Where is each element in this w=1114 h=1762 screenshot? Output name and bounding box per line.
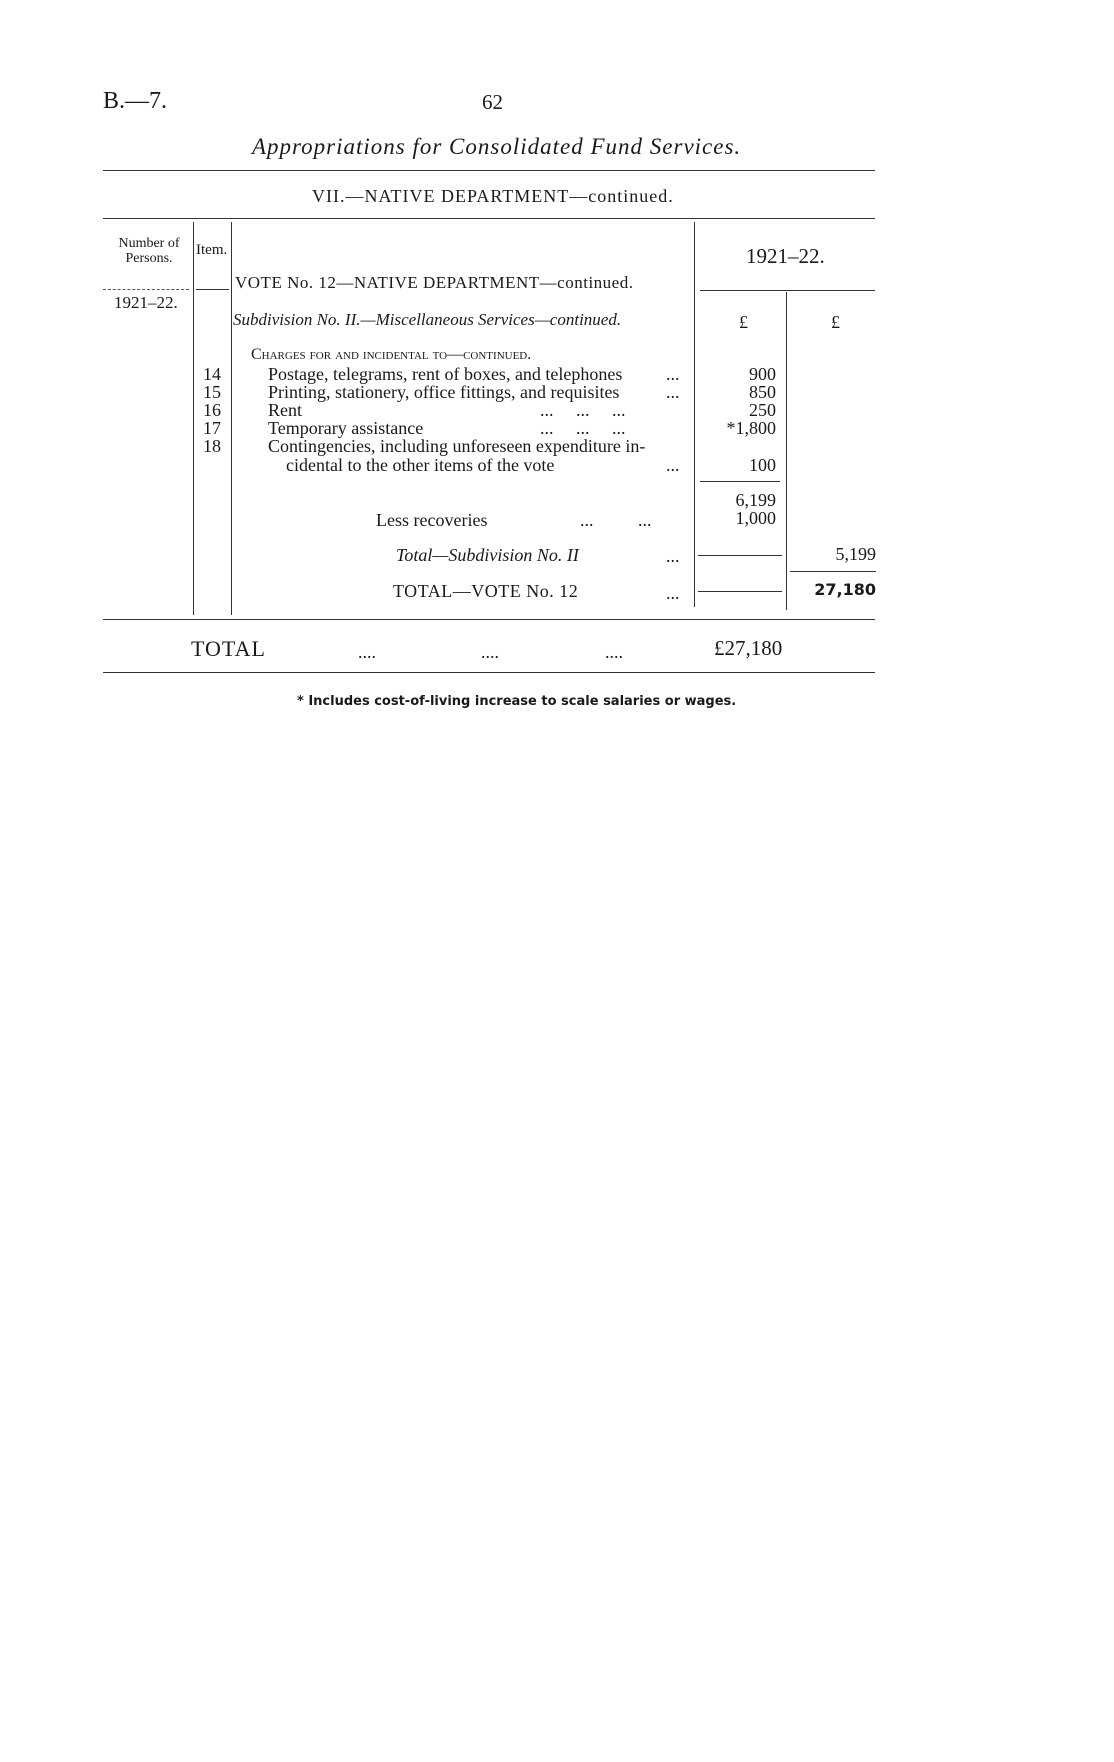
table-divider-persons-item [193, 222, 194, 615]
item-column-header: Item. [196, 242, 228, 258]
grand-total-top-rule [103, 619, 875, 620]
item-description: Rent [268, 400, 302, 420]
item-amount: 900 [749, 364, 776, 384]
table-divider-description-amount [694, 222, 695, 607]
vote-total-upper-rule [790, 571, 876, 572]
footnote: * Includes cost-of-living increase to scale salaries or wages. [297, 694, 737, 709]
total-subdivision-label: Total—Subdivision No. II [396, 545, 579, 565]
currency-symbol-column-2: £ [831, 312, 840, 332]
item-amount: 850 [749, 382, 776, 402]
item-description: Printing, stationery, office fittings, and requisites [268, 382, 620, 402]
subtotal-rule [700, 481, 780, 482]
item-number: 17 [203, 418, 221, 438]
total-vote-amount: 27,180 [814, 580, 876, 599]
grand-total-label: TOTAL [191, 636, 266, 661]
item-header-rule [196, 289, 229, 290]
vote-heading: VOTE No. 12—NATIVE DEPARTMENT—continued. [235, 273, 634, 292]
persons-year: 1921–22. [114, 293, 178, 312]
item-number: 18 [203, 436, 221, 456]
grand-total-leader-2: .... [481, 642, 499, 662]
grand-total-bottom-rule [103, 672, 875, 673]
item-number: 16 [203, 400, 221, 420]
total-subdivision-amount: 5,199 [835, 544, 876, 564]
total-subdivision-rule [698, 555, 782, 556]
page-title: Appropriations for Consolidated Fund Services. [252, 134, 742, 159]
charges-heading: Charges for and incidental to—continued. [251, 346, 532, 363]
currency-symbol-column-1: £ [739, 312, 748, 332]
subdivision-heading: Subdivision No. II.—Miscellaneous Services—continued. [233, 310, 622, 329]
item-leader: ... ... ... [540, 418, 626, 438]
table-divider-item-description [231, 222, 232, 615]
grand-total-amount: £27,180 [714, 636, 783, 660]
item-leader: ... ... ... [540, 400, 626, 420]
item-leader: ... [666, 455, 680, 475]
item-amount: *1,800 [726, 418, 776, 438]
less-recoveries-label: Less recoveries [376, 510, 488, 530]
item-description: Postage, telegrams, rent of boxes, and telephones [268, 364, 623, 384]
item-number: 14 [203, 364, 221, 384]
item-leader: ... [666, 364, 680, 384]
total-vote-leader: ... [666, 583, 680, 603]
item-number: 15 [203, 382, 221, 402]
item-leader: ... [666, 382, 680, 402]
gross-total-amount: 6,199 [735, 490, 776, 510]
persons-column-header: Number of Persons. [118, 236, 180, 266]
section-heading: VII.—NATIVE DEPARTMENT—continued. [312, 186, 674, 206]
grand-total-leader-3: .... [605, 642, 623, 662]
item-description: Temporary assistance [268, 418, 424, 438]
total-vote-rule [698, 591, 782, 592]
grand-total-leader-1: .... [358, 642, 376, 662]
table-top-rule [103, 218, 875, 219]
document-reference: B.—7. [103, 88, 168, 114]
year-header-rule [700, 290, 875, 291]
persons-header-rule [103, 289, 189, 290]
less-recoveries-amount: 1,000 [735, 508, 776, 528]
item-description-continued: cidental to the other items of the vote [286, 455, 555, 475]
year-column-header: 1921–22. [746, 244, 825, 268]
total-vote-label: TOTAL—VOTE No. 12 [393, 581, 579, 601]
page-number: 62 [482, 90, 503, 114]
title-rule [103, 170, 875, 171]
table-divider-amount-columns [786, 292, 787, 610]
less-recoveries-leader: ... ... [580, 510, 652, 530]
item-description: Contingencies, including unforeseen expenditure in- [268, 436, 646, 456]
total-subdivision-leader: ... [666, 546, 680, 566]
item-amount: 250 [749, 400, 776, 420]
item-amount: 100 [749, 455, 776, 475]
